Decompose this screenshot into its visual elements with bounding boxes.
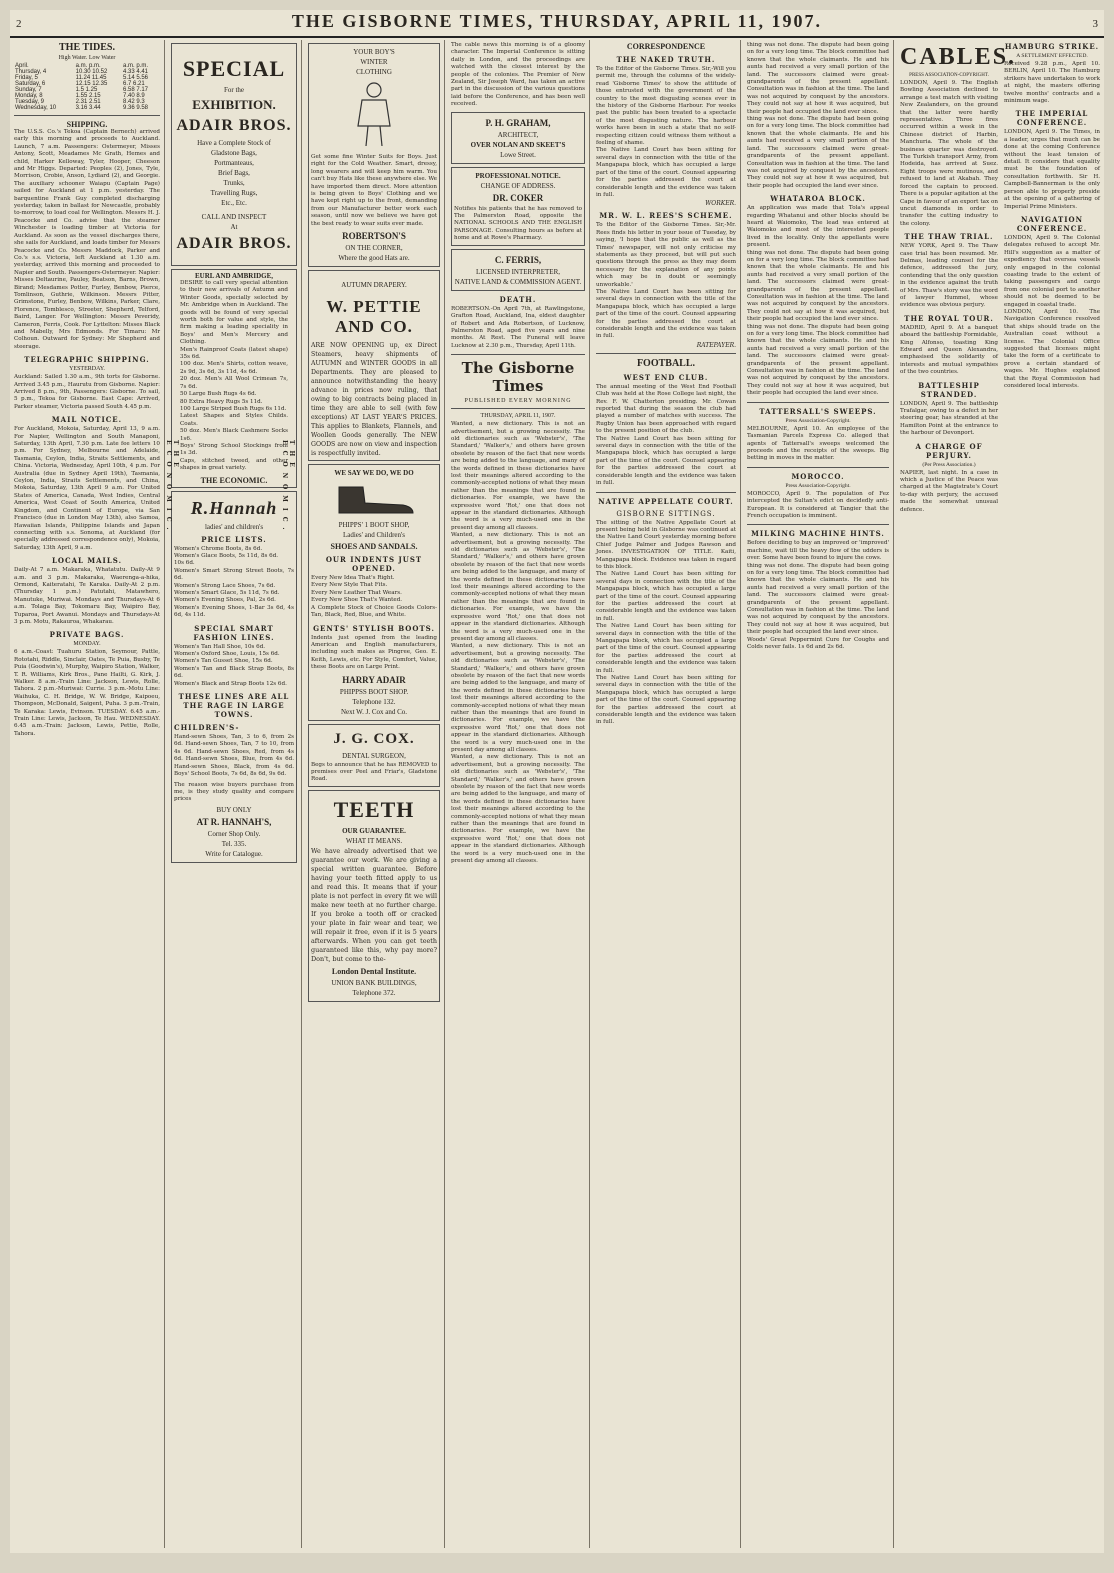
- ferris-name: C. FERRIS,: [494, 254, 542, 265]
- hamburg-sub: A SETTLEMENT EFFECTED.: [1016, 53, 1088, 59]
- shoes-sandals: SHOES AND SANDALS.: [330, 542, 418, 552]
- have-complete: Have a Complete Stock of: [197, 139, 271, 147]
- goods-item: Travelling Rugs,: [210, 189, 258, 197]
- lowe-street: Lowe Street.: [500, 150, 536, 159]
- graham-name: P. H. GRAHAM,: [485, 117, 551, 128]
- reason-text: The reason wise buyers purchase from me, is they study quality and compare prices: [174, 781, 294, 803]
- next-to: Next W. J. Cox and Co.: [340, 707, 408, 716]
- column-7: [896, 40, 1104, 1548]
- native-land: NATIVE LAND & COMMISSION AGENT.: [454, 277, 582, 286]
- perjury-heading: A CHARGE OF PERJURY.: [915, 441, 983, 460]
- price-row: Women's Tan and Black Strap Boots, 8s 6d.: [174, 665, 294, 680]
- private-bags-sub: MONDAY.: [73, 641, 101, 648]
- price-row: Women's Evening Shoes, Pal, 2s 6d.: [174, 597, 276, 604]
- economic-heading: THE ECONOMIC.: [200, 475, 268, 485]
- masthead: [10, 10, 1104, 38]
- winter-heading: WINTER: [360, 58, 388, 66]
- list-item: 80 Extra Heavy Rugs 5s 11d.: [180, 398, 263, 405]
- price-row: Women's Tan Gusset Shoe, 15s 6d.: [174, 658, 273, 665]
- goods-item: Gladstone Bags,: [211, 149, 257, 157]
- private-bags-heading: PRIVATE BAGS.: [49, 630, 125, 640]
- table-row: Saturday, 6 12.15 12.35 6.7 6.21: [15, 81, 145, 87]
- licensed-interpreter: LICENSED INTERPRETER,: [476, 267, 560, 276]
- royal-tour-heading: THE ROYAL TOUR.: [904, 313, 994, 323]
- table-row: Tuesday, 9 2.31 2.51 8.42 9.3: [15, 99, 145, 105]
- tattersalls-heading: TATTERSALL'S SWEEPS.: [759, 406, 877, 416]
- table-row: Wednesday, 10 3.16 3.44 9.36 9.58: [15, 105, 149, 111]
- editorial-text: Wanted, a new dictionary. This is not an advertisement, but a growing necessity. The old dictionaries such as 'Webster's', 'The Standard,' 'Walker's,' and others have grown obsolete by reason of the fact that new words are being added to the language, and many of the words defined in these dictionaries have lost their meanings altered according to the commonly-accepted notions of what they mean rather than the meanings that are found in dictionaries. For example, we have the expressive word 'Rot,' one that does not appear in the standard dictionaries. Although the word is a very much-used one in the present day among all classes.: [451, 643, 585, 753]
- boys-heading: YOUR BOY'S: [353, 48, 395, 56]
- shipping-text: The U.S.S. Co.'s Tekoa (Captain Bernech) arrived early this morning and proceeds to Auckland. Launch, 7 a.m. Passengers: Ostermeyer, Misses Antony, Scott, Meadames Mc Grath, Hemes and child, Harker Kelloway, Tyler, Hooper, Cheeson and Mr Higgs. Departed: Peoples (2), Jones, Tyle, Morrison, Crobie, Anson, Lydiard (2), and Georgie. The auxiliary schooner Waiapu (Captain Page) sailed for Auckland at 1 p.m. yesterday. The barquentine Frank Guy completed discharging yesterday, taken in ballast for Newcastle, probably to-morrow, to load coal for Wellington. Messrs H. J. Peacocke and Co. advise that the steamer Winchester is loading timber at Victoria for Auckland. As soon as the vessel discharges there, she sails for Auckland, and loads timber for Messrs Peacocke and Co. Messrs Maddock, Parker and Co.'s s.s. Victoria, left Auckland at 1.30 a.m. yesterday, arrived this morning and proceeded to Napier and South. Passengers-Ostermeyer. Napier: Misses Deltaurine, Pauley, Beatson, Barns, Brown, Birand; Mesdames Potter, Furley, Benbow, Pierce, Tomlinson, Guthrie, Wilkinson. Messrs Pitter, Grimstone, Furley, Benbow, Wilkins, Parker, Clare, Florence, Tomblesco, Streeter, Shepherd, Telford, Baird, Langer. For Wellington: Messrs Peveridy, Cameron, Ferris, Cook. For Lyttelton: Misses Black and Mabelly, Mrs Edmonds. For Timaru: Mr Colhoun. Outward for Sydney: Mr Shepherd and steerage.: [14, 129, 160, 350]
- imperial-heading: THE IMPERIAL CONFERENCE.: [1015, 109, 1089, 128]
- smart-lines-heading: SPECIAL SMART FASHION LINES.: [193, 623, 275, 642]
- eurl-text: DESIRE to call very special attention to their new arrivals of Autumn and Winter Goods, specially selected by Mr. Ambridge when in Auckland. The goods will be found of very special worth both for value and style, the firm making a leading speciality in Boys' and Men's Mercery and Clothing.: [180, 280, 288, 346]
- morocco-heading: MOROCCO.: [791, 471, 845, 481]
- prof-notice: PROFESSIONAL NOTICE.: [475, 171, 561, 180]
- rees-heading: MR. W. L. REES'S SCHEME.: [599, 211, 733, 221]
- list-item: 50 doz. Men's Black Cashmere Socks 1s6.: [180, 428, 288, 442]
- navigation-text: LONDON, April 10. The Navigation Conference resolved that ships should trade on the Australian coast without a license. The Colonial Office suggested that licenses might take the form of a certificate to prove a certain standard of wages. Mr. Hughes explained that the Royal Commission had considered local interests.: [1004, 308, 1100, 390]
- teeth-title: TEETH: [333, 796, 415, 822]
- ferris-advert: [451, 249, 585, 291]
- price-row: Women's Oxford Shoe, Louis, 15s 6d.: [174, 651, 280, 658]
- list-item: Every New Idea That's Right.: [311, 575, 395, 582]
- guarantee-text: We have already advertised that we guarantee our work. We are giving a special written guarantee. Before having your teeth fitted apply to us and read this. It means that if your plate is not perfect in every fit we will make new teeth at no further charge. If you broke a tooth off or cracked your plate in fair wear and tear, we will repair it free, even if it is 5 years afterwards. When you can get teeth guaranteed like this, why pay more? Don't, but come to the-: [311, 846, 437, 963]
- what-it-means: WHAT IT MEANS.: [345, 836, 403, 845]
- whataroa-text: An application was made that Tola's appeal regarding Whatanui and other blocks should be heard at Waiomoko, The lead was entered at Waiomoko and most of the interested people lived in the locality. Only the appellants were present.: [747, 205, 889, 249]
- private-bags-text: 6 a.m.-Coast: Tuahuru Station, Seymour, Pattle, Rototahi, Riddle, Sinclair, Oates, Te Puia, Busby, Te Puia (Goodwin's), Murphy, Waipiro Station, Walker, T. R. Williams, Kirk Bros., Pane Hailti, G. Kirk, J. Walker. 8 a.m.-Train Line: Jackson, Lewis, Rolle, Tahora. 2 p.m.-Muriwai: Currie. 3 p.m.-Motu Line: Waihuka, C. H. Bridge, W. W. Bridge, Kaipoeu, Thompson, McDonald, Saigent, Puha. 3 p.m.-Train, Te Karaka: Lewis, Evinson. TUESDAY. 6.45 a.m.-Train Line: Lewis, Jackson, Te Hau. WEDNESDAY. 6.45 a.m.-Train: Jackson, Lewis, Pettie, Rolle, Tahora.: [14, 649, 160, 737]
- change-address: CHANGE OF ADDRESS.: [480, 181, 556, 190]
- perjury-text: NAPIER, last night. In a case in which a Justice of the Peace was charged at the Magistrate's Court to-day with perjury, the accused made the somewhat unusual defence.: [900, 469, 998, 513]
- price-row: Women's Evening Shoes, 1-Bar 3s 6d, 4s 6d, 4s 11d.: [174, 604, 294, 619]
- table-row: Thursday, 4 10.30 10.52 4.33 4.41: [15, 69, 149, 75]
- death-heading: DEATH.: [499, 294, 537, 304]
- table-row: Monday, 8 1.55 2.15 7.40 8.9: [15, 93, 145, 99]
- rees-text: To the Editor of the Gisborne Times. Sir,-Mr. Rees finds his letter in your issue of Tuesday, by saying, 'I hope that the public as well as the Times' newspaper, will not only criticise my statements as they proceed, but will put such questions through the press as they may deem necessary for the explanation of any points which may be in doubt or seemingly unworkable.': [596, 222, 736, 288]
- gents-heading: GENTS' STYLISH BOOTS.: [313, 623, 435, 633]
- editorial-text: Wanted, a new dictionary. This is not an advertisement, but a growing necessity. The old dictionaries such as 'Webster's', 'The Standard,' 'Walker's,' and others have grown obsolete by reason of the fact that new words are being added to the language, and many of the words defined in these dictionaries have lost their meanings altered according to the commonly-accepted notions of what they mean rather than the meanings that are found in dictionaries. For example, we have the expressive word 'Rot,' one that does not appear in the standard dictionaries. Although the word is a very much-used one in the present day among all classes.: [451, 532, 585, 642]
- on-the-corner: ON THE CORNER,: [345, 244, 403, 253]
- death-text: ROBERTSON.-On April 7th, at Rawlingstone, Grafton Road, Auckland, Ina, eldest daughter of Robert and Ada Robertson, of Lucknow, Palmerston Road, aged five years and nine months. At Rest. The Funeral will leave Lucknow at 2.30 p.m., Thursday, April 11th.: [451, 305, 585, 349]
- buy-only: BUY ONLY: [216, 805, 252, 814]
- hannah-sub: ladies' and children's: [204, 522, 264, 531]
- column-3: [304, 40, 445, 1548]
- mail-heading: MAIL NOTICE.: [51, 415, 123, 425]
- coker-text: Notifies his patients that he has removed to The Palmerston Road, opposite the NATIONAL SCHOOLS AND THE ENGLISH PARSONAGE. Consulting hours as before at home and at Rowe's Pharmacy.: [454, 205, 582, 242]
- boy-figure-icon: [344, 80, 404, 150]
- telegraphic-sub: YESTERDAY.: [69, 366, 105, 373]
- correspondence-heading: CORRESPONDENCE: [626, 42, 706, 51]
- conference-subcolumn: [1004, 40, 1100, 514]
- morocco-sub: Press Association-Copyright.: [785, 482, 851, 489]
- newspaper-page: [10, 10, 1104, 1553]
- table-row: April. a.m. p.m. a.m. p.m.: [15, 63, 148, 69]
- phippss-boot-shop: PHIPPSS BOOT SHOP.: [339, 687, 409, 696]
- thaw-text: NEW YORK, April 9. The Thaw case trial has been resumed. Mr. Delmas, leading counsel for the defence, addressed the jury, contending that the only question in the evidence against the truth of Mrs. Thaw's story was the word of lawyer Hummel, whose evidence was obvious perjury.: [900, 243, 998, 309]
- phipps-advert: [308, 464, 440, 720]
- goods-item: Portmanteaus,: [214, 159, 254, 167]
- correspondence-text: To the Editor of the Gisborne Times. Sir,-Will you permit me, through the columns of the widely-read 'Gisborne Times' to show the attitude of those entrusted with the government of the country to the most disgusting scenes ever in the history of the Gisborne Harbour. For weeks past the public has been treated to a spectacle of the most disgusting nature. The harbour works have been in such a state that no self-respecting citizen could witness them without a feeling of shame.: [596, 66, 736, 147]
- where-hats: Where the good Hats are.: [338, 254, 410, 263]
- phipps-boot-shop: PHIPPS' 1 BOOT SHOP,: [338, 521, 410, 530]
- shipping-heading: SHIPPING.: [66, 120, 108, 129]
- price-lists-heading: PRICE LISTS.: [201, 534, 267, 544]
- local-mails-heading: LOCAL MAILS.: [52, 556, 122, 566]
- page-number-left: 2: [16, 18, 22, 30]
- appellate-sub: GISBORNE SITTINGS.: [616, 509, 716, 518]
- masthead-title: THE GISBORNE TIMES, THURSDAY, APRIL 11, 1907.: [291, 11, 823, 31]
- list-item: 100 Large Striped Bush Rugs 6s 11d.: [180, 405, 287, 412]
- hamburg-heading: HAMBURG STRIKE.: [1004, 42, 1100, 51]
- telephone: Tel. 335.: [221, 839, 247, 848]
- milking-text: Before deciding to buy an improved or 'improved' machine, wait till the heavy flow of the udders is over. Some have been found to injure the cows.: [747, 540, 889, 562]
- tattersalls-sub: Press Association-Copyright.: [785, 417, 851, 424]
- goods-item: Trunks,: [223, 179, 245, 187]
- graham-advert: [451, 112, 585, 164]
- teeth-advert: [308, 790, 440, 1002]
- tattersalls-text: MELBOURNE, April 10. An employee of the Tasmanian Parcels Express Co. alleged that agents of Tattersall's sweeps welcomed the proceeds and the receipts of the sweeps. Big betting in moves in the matter.: [747, 425, 889, 462]
- thaw-heading: THE THAW TRIAL.: [904, 232, 994, 242]
- perjury-sub: (Per Press Association.): [922, 461, 976, 468]
- ladies-children: Ladies' and Children's: [342, 531, 405, 540]
- column-6: [743, 40, 894, 1548]
- telephone: Telephone 132.: [352, 697, 396, 706]
- at-hannahs: AT R. HANNAH'S,: [196, 816, 272, 827]
- cox-advert: [308, 724, 440, 787]
- our-guarantee: OUR GUARANTEE.: [342, 826, 406, 835]
- signature: WORKER.: [705, 200, 736, 208]
- write-catalogue: Write for Catalogue.: [205, 849, 263, 858]
- appellate-heading: NATIVE APPELLATE COURT.: [598, 496, 734, 506]
- boot-icon: [329, 481, 419, 517]
- appellate-text: The Native Land Court has been sitting for several days in connection with the title of the Mangapapa block, which has occupied a large part of the time of the court. Counsel appearing for the parties addressed the court at considerable length and the evidence was taken in full.: [596, 571, 736, 622]
- edition-date: THURSDAY, APRIL 11, 1907.: [480, 413, 556, 420]
- list-item: Men's Rainproof Coats (latest shape) 35s 6d.: [180, 346, 288, 361]
- pettie-title: W. PETTIE AND CO.: [326, 297, 422, 337]
- table-row: Friday, 5 11.24 11.45 5.14 5.56: [15, 75, 149, 81]
- list-item: Every New Leather That Wears.: [311, 589, 402, 596]
- price-row: Women's Chrome Boots, 8s 6d.: [174, 545, 263, 552]
- football-heading: FOOTBALL.: [636, 357, 696, 369]
- football-text: The annual meeting of the West End Football Club was held at the Rose College last night, the Rev. F. W. Chatterton presiding. Mr. Cowan reported that during the season the club had played a number of matches with success. The Rugby Union has been approached with regard to the present position of the club.: [596, 383, 736, 435]
- morocco-text: MOROCCO, April 9. The population of Fez intercepted the Sultan's edict on decidedly anti-European. It is considered at Tangier that the French occupation is imminent.: [747, 490, 889, 519]
- gents-text: Indents just opened from the leading American and English manufacturers, including such makes as Pingree, Geo. E. Keith, Lewis, etc. For Style, Comfort, Value, these Boots are on Large Print.: [311, 634, 437, 671]
- list-item: Boys' Strong School Stockings from 1s 3d.: [180, 442, 288, 457]
- we-say-we-do: WE SAY WE DO, WE DO: [334, 469, 414, 478]
- harry-adair: HARRY ADAIR: [342, 674, 406, 685]
- editorial-text: Wanted, a new dictionary. This is not an advertisement, but a growing necessity. The old dictionaries such as 'Webster's', 'The Standard,' 'Walker's,' and others have grown obsolete by reason of the fact that new words are being added to the language, and many of the words defined in these dictionaries have lost their meanings altered according to the commonly-accepted notions of what they mean rather than the meanings that are found in dictionaries. For example, we have the expressive word 'Rot,' one that does not appear in the standard dictionaries. Although the word is a very much-used one in the present day among all classes.: [451, 754, 585, 865]
- adair-advert: [171, 43, 297, 266]
- price-row: Women's Smart Strong Street Boots, 7s 6d.: [174, 567, 294, 582]
- adair-bros-footer: ADAIR BROS.: [176, 235, 292, 252]
- children-text: Hand-sewn Shoes, Tan, 3 to 6, from 2s 6d. Hand-sewn Shoes, Tan, 7 to 10, from 4s 6d. Hand-sewn Shoes, Red, from 4s 6d. Hand-sewn Shoes, Blue, from 4s 6d. Hand-sewn Shoes, Black, from 4s 6d. Boys' School Boots, 7s 6d, 8s 6d, 9s 6d.: [174, 734, 294, 778]
- list-item: Latest Shapes and Styles Childs. Coats.: [180, 413, 288, 427]
- children-heading: CHILDREN'S-: [174, 723, 240, 733]
- football-text: The Native Land Court has been sitting for several days in connection with the title of the Mangapapa block, which has occupied a large part of the time of the court. Counsel appearing for the parties addressed the court at considerable length and the evidence was taken in full.: [596, 435, 736, 487]
- column-2: [167, 40, 302, 1548]
- coker-advert: [451, 167, 585, 246]
- column-1: [10, 40, 165, 1548]
- clothing-heading: CLOTHING: [356, 68, 392, 76]
- eurl-heading: EURL AND AMBRIDGE,: [195, 272, 273, 280]
- imperial-text: LONDON, April 9. The Times, in a leader, urges that much can be done at the coming Conference without the least tension of detail. It considers that equality must be the foundation of consultation forthwith. Sir H. Campbell-Bannerman is the only person able to properly preside at the opening of a gathering of Imperial Prime Ministers.: [1004, 129, 1100, 210]
- naked-truth-heading: THE NAKED TRUTH.: [616, 55, 716, 64]
- price-row: Women's Strong Lace Shoes, 7s 6d.: [174, 582, 276, 589]
- list-item: 100 doz. Men's Shirts, cotton weave, 2s 9d, 3s 6d, 3s 11d, 4s 6d.: [180, 361, 288, 375]
- over-nolan: OVER NOLAN AND SKEET'S: [470, 140, 566, 149]
- court-continued-text: thing was not done. The dispute had been going on for a very long time. The block committee had known that the whole claimants. He and his aunts had received a very small portion of the land. The successors claimed were great-grandparents of the present appellant. Consultation was in fashion at the time. The land was not acquired by conquest by the ancestors. They could not say at how it was acquired, but their people had occupied the land ever since.: [747, 42, 889, 115]
- signature: RATEPAYER.: [696, 341, 736, 349]
- whataroa-heading: WHATAROA BLOCK.: [770, 194, 866, 204]
- royal-tour-text: MADRID, April 9. At a banquet aboard the battleship Formidable, King Alfonso, toasting King Edward and Queen Alexandra, emphasised the solidarity of interests and mutual sympathies of the two countries.: [900, 324, 998, 376]
- peppermint-advert: Woods' Great Peppermint Cure for Coughs and Colds never fails. 1s 6d and 2s 6d.: [747, 636, 889, 651]
- court-continued-text: thing was not done. The dispute had been going on for a very long time. The block committee had known that the whole claimants. He and his aunts had received a very small portion of the land. The successors claimed were great-grandparents of the present appellant. Consultation was in fashion at the time. The land was not acquired by conquest by the ancestors. They could not say at how it was acquired, but their people had occupied the land ever since.: [747, 116, 889, 189]
- coker-name: DR. COKER: [492, 192, 544, 203]
- list-item: 20 doz. Men's All Wool Crimean 7s, 7s 6d.: [180, 376, 288, 390]
- narrow-text: The cable news this morning is of a gloomy character. The Imperial Conference is sitting daily in London, and the proceedings are watched with the closest interest by the people of the colonies. The Premier of New Zealand, Sir Joseph Ward, has taken an active part in the discussion of the various questions laid before the Conference, and has been well received.: [451, 42, 585, 108]
- rees-text: The Native Land Court has been sitting for several days in connection with the title of the Mangapapa block, which has occupied a large part of the time of the court. Counsel appearing for the parties addressed the court at considerable length and the evidence was taken in full.: [596, 288, 736, 340]
- west-end-heading: WEST END CLUB.: [623, 372, 709, 382]
- pettie-advert: [308, 270, 440, 461]
- special-heading: SPECIAL: [182, 56, 286, 81]
- price-row: Women's Glace Boots, 5s 11d, 8s 6d.: [174, 552, 279, 559]
- telegraphic-heading: TELEGRAPHIC SHIPPING.: [24, 355, 150, 365]
- hannah-advert: [171, 491, 297, 863]
- indents-heading: OUR INDENTS JUST OPENED.: [325, 555, 423, 574]
- adair-bros-title: ADAIR BROS.: [176, 117, 292, 134]
- robertsons-name: ROBERTSON'S: [342, 231, 406, 242]
- for-the: For the: [223, 86, 245, 94]
- battleship-text: LONDON, April 9. The battleship Trafalgar, owing to a defect in her steering gear, has stranded at the Hamilton Point at the entrance to the harbour of Devonport.: [900, 400, 998, 437]
- battleship-heading: BATTLESHIP STRANDED.: [918, 380, 980, 399]
- local-mails-text: Daily-At 7 a.m. Makaraka, Whatatutu. Daily-At 9 a.m. and 3 p.m. Makaraka, Waerenga-a-hika, Ormond, Kaiteratahi, Te Karaka. Daily-At 2 p.m. (Thursday 1 p.m.) Patutahi, Matawhero, Manutuke, Muriwai. Mondays and Thursdays-At 6 a.m. Tolaga Bay, Tokomaru Bay, Waipiro Bay, Tuparoa, Port Awanui. Mondays and Thursdays-At 3 p.m. Motu, Rakauroa, Whakarau.: [14, 567, 160, 625]
- call-inspect: CALL AND INSPECT: [201, 213, 267, 221]
- goods-item: Etc., Etc.: [221, 199, 247, 207]
- cables-subcolumn: [900, 40, 1017, 514]
- appellate-text: The sitting of the Native Appellate Court at present being held in Gisborne was continued at the Native Land Court yesterday morning before Chief Judge Palmer and Judges Rawson and Jones. INVESTIGATION OF TITLE. Kaiti, Mangapapa block. Evidence was taken in regard to this block.: [596, 519, 736, 570]
- correspondence-text: The Native Land Court has been sitting for several days in connection with the title of the Mangapapa block, which has occupied a large part of the time of the court. Counsel appearing for the parties addressed the court at considerable length and the evidence was taken in full.: [596, 147, 736, 198]
- cox-title: J. G. COX.: [333, 730, 415, 747]
- column-4: [447, 40, 590, 1548]
- whataroa-text: thing was not done. The dispute had been going on for a very long time. The block committee had known that the whole claimants. He and his aunts had received a very small portion of the land. The successors claimed were great-grandparents of the present appellant. Consultation was in fashion at the time. The land was not acquired by conquest by the ancestors. They could not say at how it was acquired, but their people had occupied the land ever since.: [747, 249, 889, 323]
- complete-stock: A Complete Stock of Choice Goods Colors-Tan, Black, Red, Blue, and White.: [311, 604, 437, 619]
- union-bank: UNION BANK BUILDINGS,: [331, 978, 417, 987]
- list-item: Caps, stitched tweed, and other shapes in great variety.: [180, 457, 288, 472]
- press-copyright: PRESS ASSOCIATION-COPYRIGHT.: [909, 73, 989, 78]
- price-row: Women's Smart Glace, 5s 11d, 7s 6d.: [174, 590, 280, 596]
- telephone: Telephone 372.: [352, 988, 396, 997]
- dental-surgeon: DENTAL SURGEON,: [342, 751, 406, 760]
- pettie-text: ARE NOW OPENING up, ex Direct Steamers, heavy shipments of AUTUMN and WINTER GOODS in all Departments. They are pleased to announce notwithstanding the heavy advance in prices now ruling, that owing to big contracts being placed in time they are able to sell (with few exceptions) AT LAST YEAR'S PRICES. This applies to Blankets, Flannels, and Woollen Goods generally. The NEW GOODS are now on view and inspection is respectfully invited.: [311, 342, 437, 458]
- autumn-drapery: AUTUMN DRAPERY.: [341, 281, 407, 290]
- editorial-text: Wanted, a new dictionary. This is not an advertisement, but a growing necessity. The old dictionaries such as 'Webster's', 'The Standard,' 'Walker's,' and others have grown obsolete by reason of the fact that new words are being added to the language, and many of the words defined in these dictionaries have lost their meanings altered according to the commonly-accepted notions of what they mean rather than the meanings that are found in dictionaries. For example, we have the expressive word 'Rot,' one that does not appear in the standard dictionaries. Although the word is a very much-used one in the present day among all classes.: [451, 421, 585, 531]
- architect: ARCHITECT,: [497, 130, 539, 139]
- mail-text: For Auckland, Mokoia, Saturday, April 13, 9 a.m. For Napier, Wellington and South Manaponi, Saturday, 13th April, 7.30 p.m. Late fee letters 10 p.m. For Sydney, Melbourne and Adelaide, Tasmania, Ceylon, India, Straits Settlements, and China. Victoria, Wednesday, April 10th, 4 p.m. For Australia (due in Sydney April 19th), Tasmania, Ceylon, India, Straits Settlements, and China, Mokoia, Saturday, 13th April 9 a.m. For United States of America, Canada, West Indies, Central America, West Coast of South America, United Kingdom, and Continent of Europe, via San Francisco (due in London May 13th), also Samoa, Hawaiian Islands, Philippine Islands and Japan connecting with s.s. Sonoma, at Auckland (for specially addressed correspondence only), Mokoia, Saturday, 13th April, 9 a.m.: [14, 426, 160, 551]
- tides-subheading: High Water. Low Water: [58, 55, 116, 61]
- dental-text: Begs to announce that he has REMOVED to premises over Peel and Friar's, Gladstone Road.: [311, 761, 437, 783]
- hamburg-text: Received 9.28 p.m., April 10. BERLIN, April 10. The Hamburg strikers have undertaken to work at night, the masters offering twelve months' contracts and a minimum wage.: [1004, 61, 1100, 105]
- tides-table: [14, 63, 160, 111]
- london-dental: London Dental Institute.: [331, 966, 417, 976]
- appellate-text: The Native Land Court has been sitting for several days in connection with the title of the Mangapapa block, which has occupied a large part of the time of the court. Counsel appearing for the parties addressed the court at considerable length and the evidence was taken in full.: [596, 623, 736, 674]
- whataroa-text: thing was not done. The dispute had been going on for a very long time. The block committee had known that the whole claimants. He and his aunts had received a very small portion of the land. The successors claimed were great-grandparents of the present appellant. Consultation was in fashion at the time. The land was not acquired by conquest by the ancestors. They could not say at how it was acquired, but their people had occupied the land ever since.: [747, 323, 889, 397]
- corner-shop: Corner Shop Only.: [207, 829, 261, 838]
- at-label: At: [230, 223, 238, 231]
- hannah-logo: R.Hannah: [190, 497, 278, 518]
- milking-text: thing was not done. The dispute had been going on for a very long time. The block committee had known that the whole claimants. He and his aunts had received a very small portion of the land. The successors claimed were great-grandparents of the present appellant. Consultation was in fashion at the time. The land was not acquired by conquest by the ancestors. They could not say at how it was acquired, but their people had occupied the land ever since.: [747, 562, 889, 636]
- gisborne-times-title: The Gisborne Times: [461, 359, 575, 396]
- list-item: Every New Style That Fits.: [311, 582, 388, 589]
- column-5: [592, 40, 741, 1548]
- list-item: Every New Shoe That's Wanted.: [311, 597, 403, 604]
- exhibition-heading: EXHIBITION.: [192, 97, 276, 112]
- table-row: Sunday, 7 1.5 1.25 6.58 7.17: [15, 87, 149, 93]
- milking-heading: MILKING MACHINE HINTS.: [751, 529, 885, 539]
- published-every-morning: PUBLISHED EVERY MORNING: [464, 398, 572, 405]
- telegraphic-text: Auckland: Sailed 1.30 a.m., 9th torts for Gisborne. Arrived 3.45 p.m., Haurutu from Gisborne. Napier: Arrived 8 p.m., 9th, Passengers: Gisborne. To sail, 5 p.m., Tekoa for Gisborne. East Cape: Arrived, Parker steamer, Victoria passed South 4.45 p.m.: [14, 374, 160, 410]
- boys-text: Get some fine Winter Suits for Boys. Just right for the Cold Weather. Smart, dressy, long wearers and will keep him warm. You can't buy Hats like these anywhere else. We have imported them direct. More attention is being given to Boys' Clothing and we have kept right up to the front, demanding from our Manufacturer better work each season, until now we believe we have got the best ready to wear suits ever made.: [311, 154, 437, 227]
- price-row: Women's Tan Hall Shoe, 10s 6d.: [174, 643, 266, 650]
- navigation-heading: NAVIGATION CONFERENCE.: [1016, 214, 1088, 233]
- cables-heading: CABLES.: [900, 44, 1017, 70]
- navigation-text: LONDON, April 9. The Colonial delegates refused to accept Mr. Hill's suggestion as a matter of expediency that oversea vessels only engaged in the colonial coasting trade to the extent of taking passengers and cargo from one colonial port to another should not be deemed to be engaged in coastal trade.: [1004, 234, 1100, 308]
- page-number-right: 3: [1092, 18, 1098, 30]
- price-row: Women's Black and Strap Boots 12s 6d.: [174, 680, 287, 687]
- appellate-text: The Native Land Court has been sitting for several days in connection with the title of the Mangapapa block, which has occupied a large part of the time of the court. Counsel appearing for the parties addressed the court at considerable length and the evidence was taken in full.: [596, 675, 736, 726]
- eurl-ambridge-advert: THE ECONOMIC. THE ECONOMIC. EURL AND AMBRIDGE, DESIRE to call very special attention to their new arrivals of Autumn and Winter Goods, specially selected by Mr. Ambridge when in Auckland. The goods will be found of very special worth both for value and style, the firm making a leading speciality in Boys' and Men's Mercery and Clothing. Men's Rainproof Coats (latest shape) 35s 6d. 100 doz. Men's Shirts, cotton weave, 2s 9d, 3s 6d, 3s 11d, 4s 6d. 20 doz. Men's All Wool Crimean 7s, 7s 6d. 50 Large Bush Rugs 4s 6d. 80 Extra Heavy Rugs 5s 11d. 100 Large Striped Bush Rugs 6s 11d. Latest Shapes and Styles Childs. Coats. 50 doz. Men's Black Cashmere Socks 1s6. Boys' Strong School Stockings from 1s 3d. Caps, stitched tweed, and other shapes in great variety. THE ECONOMIC.: [171, 269, 297, 488]
- tides-heading: THE TIDES.: [59, 42, 115, 53]
- robertsons-advert: [308, 43, 440, 267]
- cables-text: LONDON, April 9. The English Bowling Association declined to arrange a test match with visiting New Zealanders, on the ground that the latter were hardly representative. Three fires occurred within a week in the Chinese district of Harbin, Manchuria. The whole of the business quarter was destroyed. The Turkish transport Army, from Hodeida, has arrived at Suez. Eight troops were mutinous, and refused to land at Akabah. They forced the captain to proceed. There is a popular agitation at the Cape in favour of an export tax on uncut diamonds in order to transfer the cutting industry to the colony.: [900, 80, 998, 227]
- goods-item: Brief Bags,: [218, 169, 250, 177]
- list-item: 50 Large Bush Rugs 4s 6d.: [180, 391, 257, 398]
- price-row: 10s 6d.: [174, 560, 195, 567]
- rage-line: THESE LINES ARE ALL THE RAGE IN LARGE TOWNS.: [178, 692, 290, 720]
